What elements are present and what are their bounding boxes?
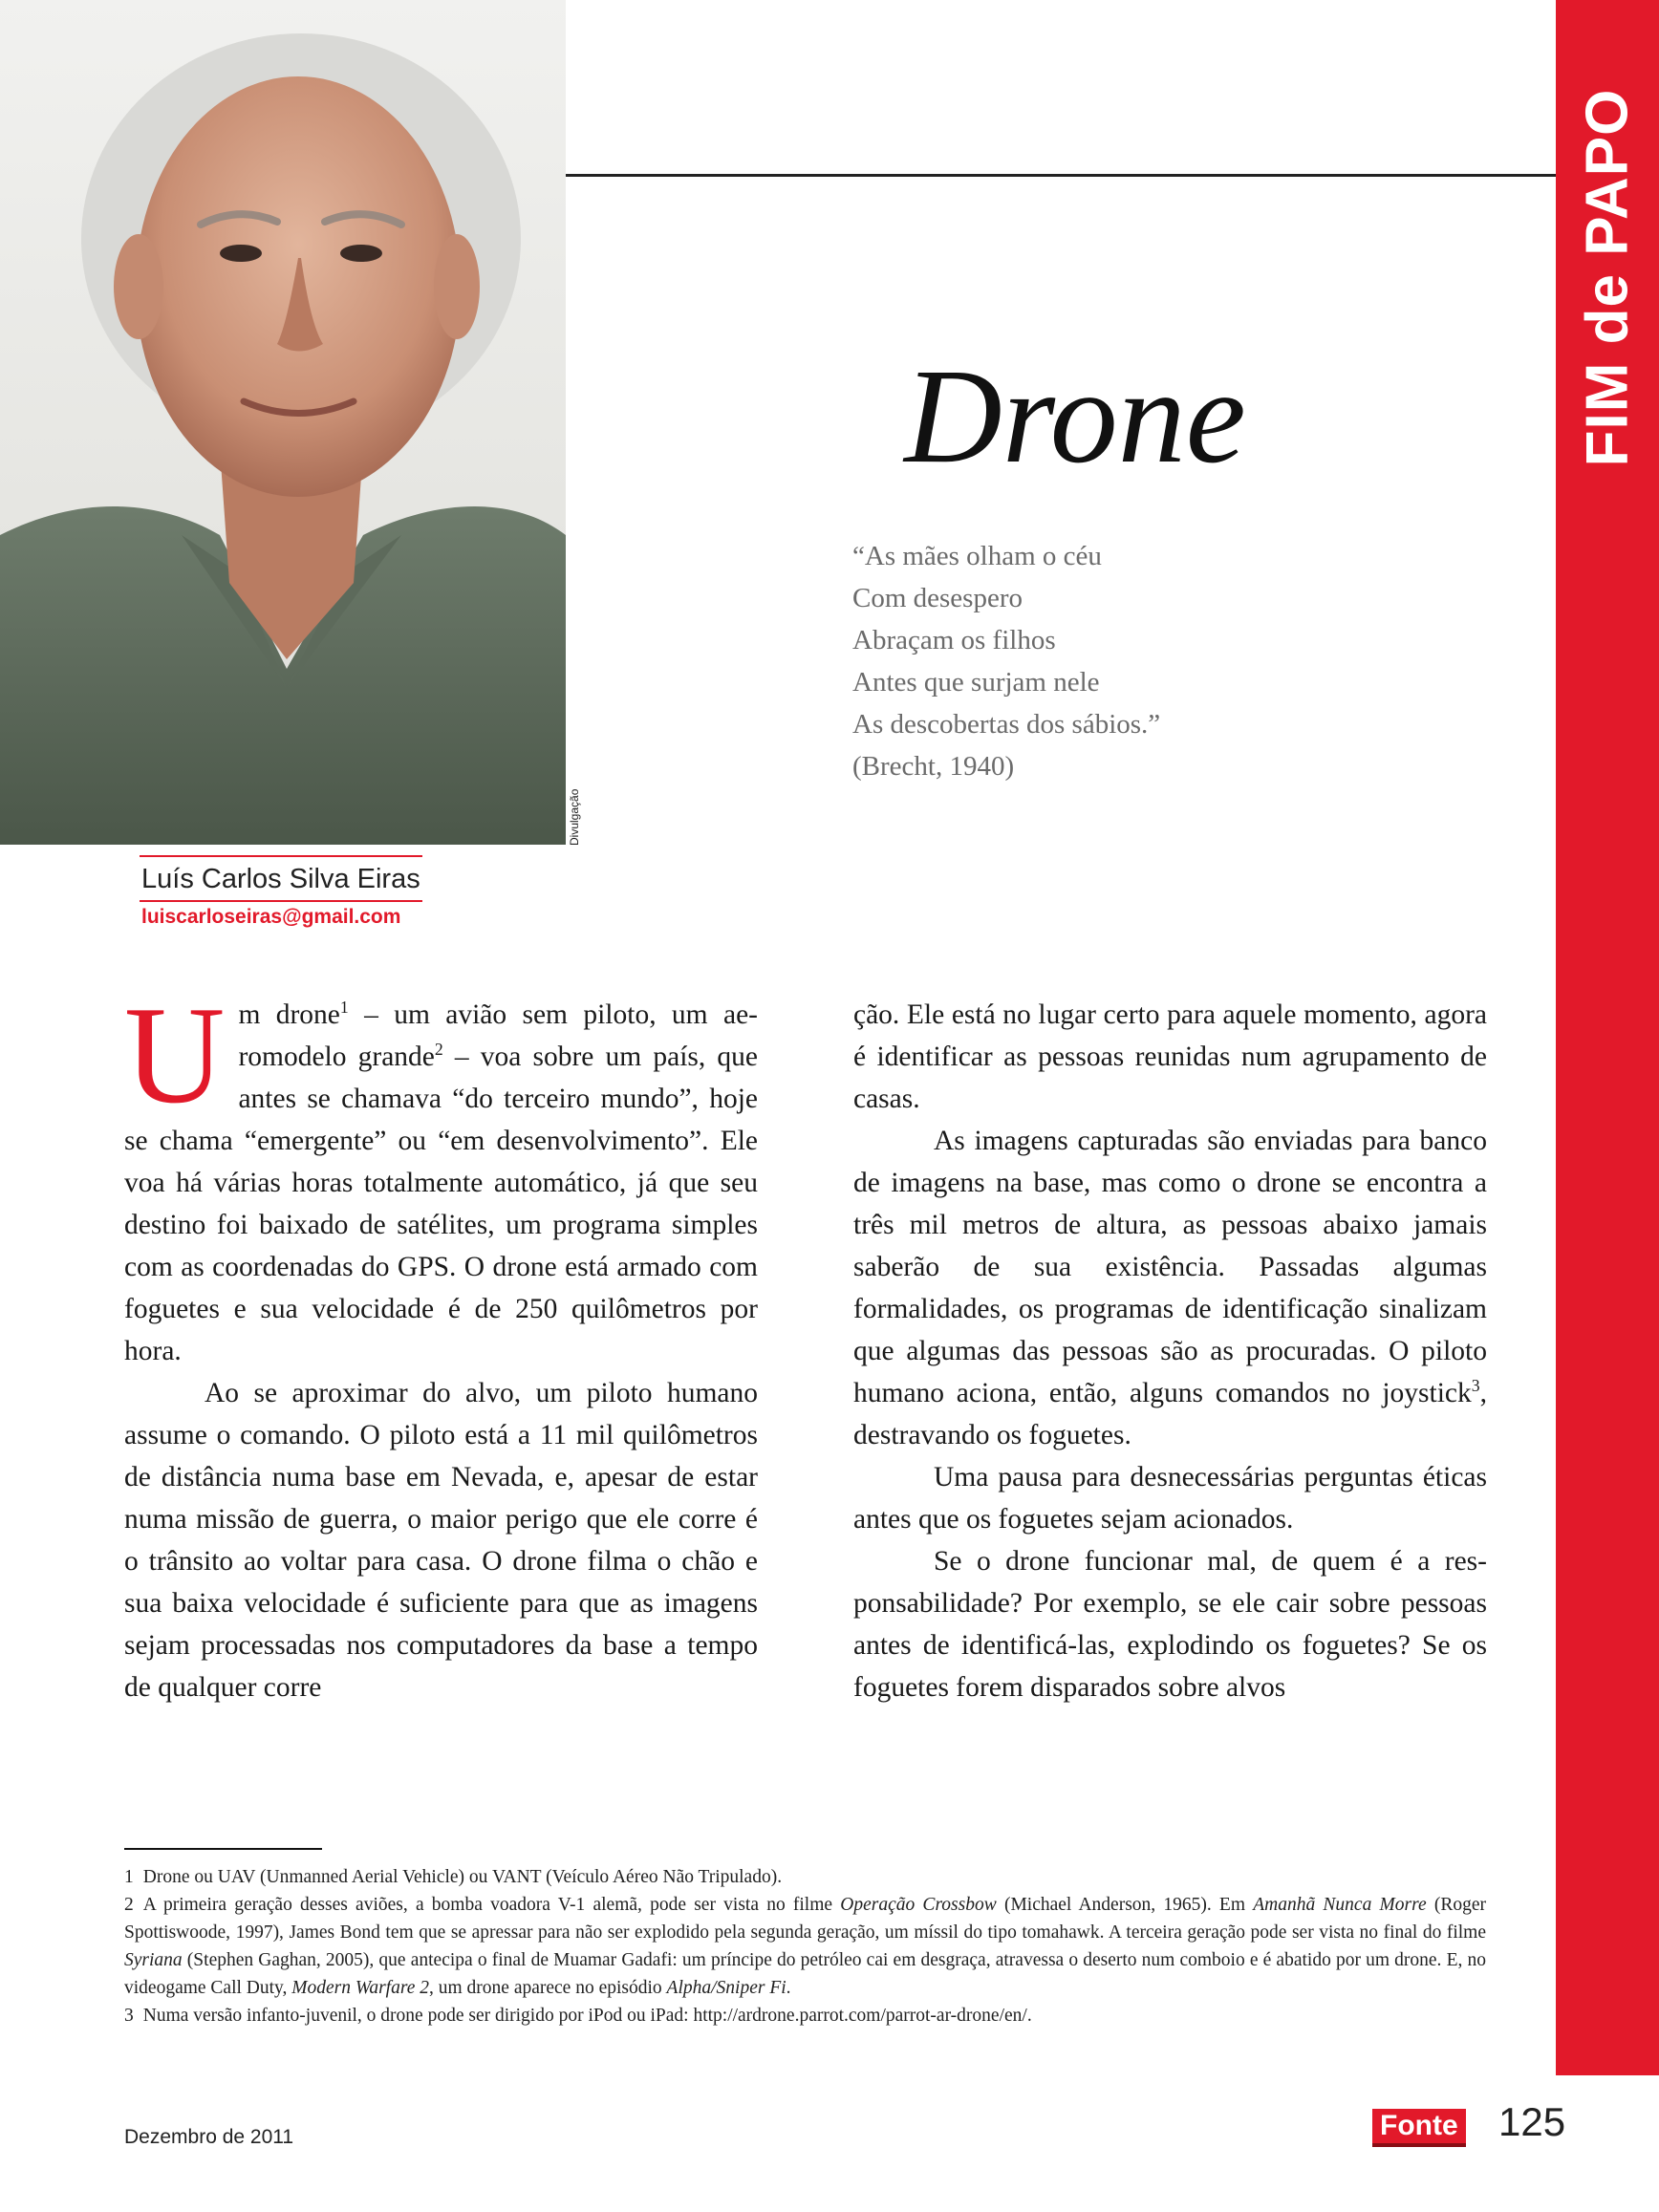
author-email-link[interactable]: luiscarloseiras@gmail.com bbox=[141, 906, 401, 928]
article-title: Drone bbox=[904, 340, 1246, 491]
body-paragraph: Uma pausa para desnecessárias perguntas éticas antes que os foguetes sejam acionados. bbox=[853, 1462, 1487, 1535]
epigraph-line: Antes que surjam nele bbox=[852, 667, 1100, 698]
author-photo bbox=[0, 0, 566, 845]
footnote-rule bbox=[124, 1848, 322, 1850]
header-rule bbox=[566, 174, 1556, 177]
footnote: 1 Drone ou UAV (Unmanned Aerial Vehicle) ou VANT (Veículo Aéreo Não Tripulado). bbox=[124, 1867, 783, 1887]
drop-cap: U bbox=[124, 977, 226, 1132]
epigraph-line: Abraçam os filhos bbox=[852, 625, 1056, 655]
author-divider bbox=[140, 900, 422, 902]
epigraph bbox=[852, 535, 1426, 787]
photo-credit: Divulgação bbox=[568, 788, 581, 846]
footnote-ref[interactable]: 2 bbox=[434, 1040, 443, 1060]
issue-date: Dezembro de 2011 bbox=[124, 2126, 294, 2148]
footnote-ref[interactable]: 3 bbox=[1471, 1376, 1480, 1396]
footnote: 3 Numa versão infanto-juvenil, o drone pode ser dirigido por iPod ou iPad: http://ardrone.parrot.com/parrot-ar-drone/en/. bbox=[124, 2006, 1032, 2026]
epigraph-line: Com desespero bbox=[852, 583, 1023, 613]
section-label bbox=[1556, 0, 1659, 554]
body-column-left bbox=[124, 977, 758, 1708]
epigraph-line: As descobertas dos sábios.” bbox=[852, 709, 1161, 740]
author-divider bbox=[140, 855, 422, 857]
epigraph-citation: (Brecht, 1940) bbox=[852, 751, 1015, 782]
footnote: 2 A primeira geração desses aviões, a bomba voadora V-1 alemã, pode ser vista no filme Operação Crossbow (Michael Anderson, 1965). Em Amanhã Nunca Morre (Roger Spottiswoode, 1997), James Bond tem que se apressar para não ser explodido pela segunda geração, um míssil do tipo tomahawk. A terceira geração pode ser vista no final do filme Syriana (Stephen Gaghan, 2005), que antecipa o final de Muamar Gadafi: um príncipe do petróleo cai em desgraça, atravessa o deserto num comboio e é abatido por um drone. E, no videogame Call Duty, Modern Warfare 2, um drone aparece no episódio Alpha/Sniper Fi. bbox=[124, 1895, 1486, 1998]
section-label-text: FIM de PAPO bbox=[1574, 88, 1641, 466]
body-paragraph: Um drone$^1$ – um avião sem piloto, um aeromodelo grande$^2$ – voa sobre um país, que antes se chamava “do terceiro mundo”, hoje se chama “emergente” ou “em desenvolvimento”. Ele voa há várias horas totalmente automático, já que seu destino foi baixado de satélites, um programa simples com as coordenadas do GPS. O drone está armado com foguetes e sua velocidade é de 250 quilômetros por hora. bbox=[124, 977, 758, 1366]
magazine-logo: Fonte bbox=[1372, 2109, 1466, 2147]
body-paragraph: ção. Ele está no lugar certo para aquele momento, agora é identificar as pessoas reunidas num agrupamento de casas. bbox=[853, 999, 1487, 1114]
page-number: 125 bbox=[1498, 2099, 1566, 2144]
body-paragraph: Se o drone funcionar mal, de quem é a responsabilidade? Por exemplo, se ele cair sobre pessoas antes de identificá-las, explodindo os foguetes? Se os foguetes forem disparados sobre alvos bbox=[853, 1546, 1487, 1703]
body-paragraph: As imagens capturadas são enviadas para banco de imagens na base, mas como o drone se encontra a três mil metros de altura, as pessoas abaixo jamais saberão de sua existência. Passadas algumas formalidades, os programas de identificação sinalizam que algumas das pessoas são as procuradas. O piloto humano aciona, então, alguns comandos no joystick$^3$, destravando os foguetes. bbox=[853, 1126, 1487, 1450]
author-name: Luís Carlos Silva Eiras bbox=[141, 864, 420, 894]
body-column-right bbox=[853, 994, 1487, 1708]
author-portrait-illustration bbox=[0, 0, 566, 845]
body-paragraph: Ao se aproximar do alvo, um piloto humano assume o comando. O piloto está a 11 mil quilômetros de distância numa base em Nevada, e, apesar de estar numa missão de guerra, o maior perigo que ele corre é o trânsito ao voltar para casa. O drone filma o chão e sua baixa velocidade é suficiente para que as imagens sejam processadas nos computadores da base a tempo de qualquer corre bbox=[124, 1378, 758, 1703]
epigraph-line: “As mães olham o céu bbox=[852, 541, 1102, 571]
footnote-ref[interactable]: 1 bbox=[339, 998, 349, 1018]
footnotes bbox=[124, 1863, 1486, 2029]
